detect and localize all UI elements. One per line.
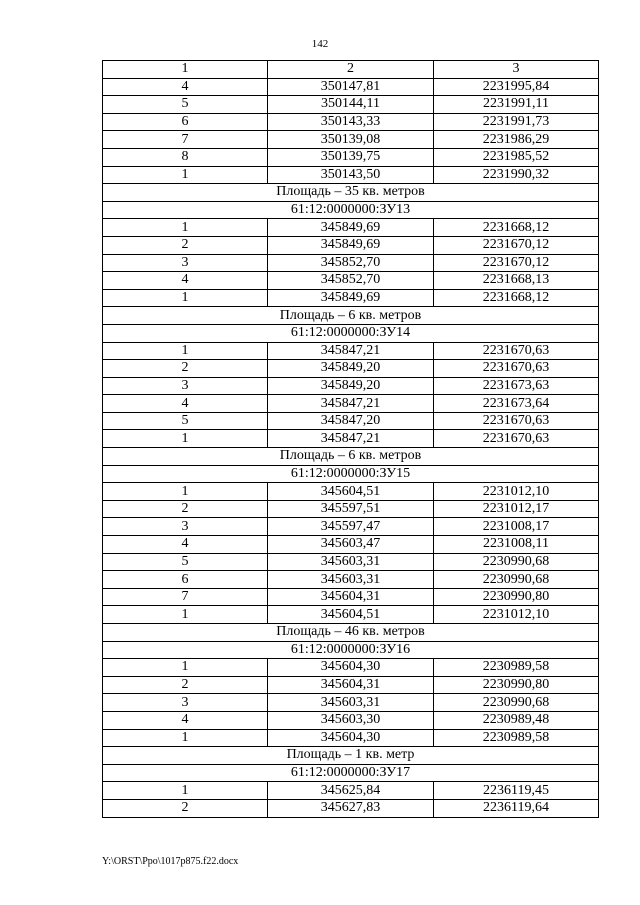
cell-y: 2230990,68	[434, 694, 599, 712]
cell-x: 345625,84	[268, 782, 434, 800]
table-row	[103, 113, 599, 131]
cell-x: 350143,50	[268, 166, 434, 184]
cell-y: 2231670,63	[434, 430, 599, 448]
table-row	[103, 729, 599, 747]
table-row	[103, 131, 599, 149]
table-row	[103, 782, 599, 800]
cell-point-number: 2	[103, 236, 268, 254]
table-row	[103, 219, 599, 237]
cell-point-number: 3	[103, 377, 268, 395]
cell-y: 2231986,29	[434, 131, 599, 149]
cell-x: 345847,21	[268, 395, 434, 413]
cell-y: 2231670,63	[434, 342, 599, 360]
parcel-row	[103, 764, 599, 782]
cell-y: 2230990,80	[434, 676, 599, 694]
table-row	[103, 289, 599, 307]
table-row	[103, 536, 599, 554]
cell-point-number: 1	[103, 483, 268, 501]
cell-x: 345604,30	[268, 729, 434, 747]
cell-y: 2236119,64	[434, 799, 599, 817]
table-row	[103, 342, 599, 360]
cell-y: 2231668,12	[434, 219, 599, 237]
area-row	[103, 448, 599, 466]
table-row	[103, 799, 599, 817]
coordinates-table	[102, 60, 599, 818]
cell-y: 2231995,84	[434, 78, 599, 96]
area-caption: Площадь – 6 кв. метров	[103, 307, 599, 325]
cell-x: 345847,21	[268, 430, 434, 448]
cell-y: 2230989,58	[434, 729, 599, 747]
page-number: 142	[311, 38, 329, 50]
area-row	[103, 184, 599, 202]
table-row	[103, 500, 599, 518]
cell-point-number: 7	[103, 588, 268, 606]
cell-y: 2231670,63	[434, 412, 599, 430]
cell-point-number: 2	[103, 360, 268, 378]
cell-y: 2231670,12	[434, 236, 599, 254]
table-row	[103, 96, 599, 114]
cell-y: 2231673,64	[434, 395, 599, 413]
table-row	[103, 659, 599, 677]
cell-y: 2231012,17	[434, 500, 599, 518]
cell-point-number: 1	[103, 430, 268, 448]
cell-x: 350139,08	[268, 131, 434, 149]
cell-y: 2231670,12	[434, 254, 599, 272]
cell-y: 2230990,80	[434, 588, 599, 606]
cell-point-number: 8	[103, 148, 268, 166]
cell-x: 350144,11	[268, 96, 434, 114]
cell-x: 345603,30	[268, 711, 434, 729]
cell-y: 2236119,45	[434, 782, 599, 800]
table-body	[103, 61, 599, 818]
cell-x: 345604,51	[268, 606, 434, 624]
table-row	[103, 518, 599, 536]
table-row	[103, 395, 599, 413]
cell-y: 2231991,11	[434, 96, 599, 114]
area-caption: Площадь – 1 кв. метр	[103, 747, 599, 765]
cell-y: 2231673,63	[434, 377, 599, 395]
cell-y: 2231985,52	[434, 148, 599, 166]
table-row	[103, 606, 599, 624]
cell-y: 2230989,48	[434, 711, 599, 729]
area-row	[103, 747, 599, 765]
table-row	[103, 676, 599, 694]
cell-point-number: 3	[103, 694, 268, 712]
cell-y: 2231012,10	[434, 483, 599, 501]
table-row	[103, 78, 599, 96]
cell-point-number: 3	[103, 254, 268, 272]
cell-point-number: 1	[103, 782, 268, 800]
cell-point-number: 5	[103, 96, 268, 114]
cell-point-number: 1	[103, 219, 268, 237]
cell-point-number: 3	[103, 518, 268, 536]
table-row	[103, 430, 599, 448]
cell-point-number: 1	[103, 342, 268, 360]
cell-point-number: 1	[103, 289, 268, 307]
cell-point-number: 6	[103, 113, 268, 131]
area-caption: Площадь – 6 кв. метров	[103, 448, 599, 466]
cell-point-number: 1	[103, 606, 268, 624]
cell-x: 345604,51	[268, 483, 434, 501]
cell-x: 345847,21	[268, 342, 434, 360]
cell-x: 350147,81	[268, 78, 434, 96]
cell-point-number: 5	[103, 553, 268, 571]
header-cell-y: 3	[434, 61, 599, 79]
cell-point-number: 4	[103, 78, 268, 96]
cell-y: 2230989,58	[434, 659, 599, 677]
cell-x: 345604,30	[268, 659, 434, 677]
parcel-row	[103, 641, 599, 659]
cell-x: 345849,20	[268, 360, 434, 378]
parcel-id: 61:12:0000000:ЗУ14	[103, 324, 599, 342]
cell-x: 350139,75	[268, 148, 434, 166]
cell-x: 345847,20	[268, 412, 434, 430]
cell-point-number: 6	[103, 571, 268, 589]
table-row	[103, 377, 599, 395]
parcel-id: 61:12:0000000:ЗУ15	[103, 465, 599, 483]
table-row	[103, 254, 599, 272]
cell-x: 345852,70	[268, 272, 434, 290]
table-row	[103, 553, 599, 571]
area-row	[103, 624, 599, 642]
table-row	[103, 236, 599, 254]
parcel-id: 61:12:0000000:ЗУ16	[103, 641, 599, 659]
header-cell-x: 2	[268, 61, 434, 79]
table-row	[103, 272, 599, 290]
cell-x: 345603,31	[268, 571, 434, 589]
table-row	[103, 360, 599, 378]
cell-y: 2231668,12	[434, 289, 599, 307]
area-caption: Площадь – 46 кв. метров	[103, 624, 599, 642]
parcel-row	[103, 201, 599, 219]
cell-x: 345604,31	[268, 588, 434, 606]
parcel-row	[103, 465, 599, 483]
cell-x: 345849,69	[268, 289, 434, 307]
cell-x: 345603,31	[268, 553, 434, 571]
cell-point-number: 4	[103, 711, 268, 729]
table-row	[103, 588, 599, 606]
cell-point-number: 4	[103, 395, 268, 413]
cell-x: 345627,83	[268, 799, 434, 817]
table-row	[103, 694, 599, 712]
parcel-row	[103, 324, 599, 342]
cell-point-number: 2	[103, 799, 268, 817]
cell-point-number: 5	[103, 412, 268, 430]
cell-y: 2231008,11	[434, 536, 599, 554]
cell-y: 2231008,17	[434, 518, 599, 536]
cell-y: 2231990,32	[434, 166, 599, 184]
table-row	[103, 711, 599, 729]
cell-x: 345604,31	[268, 676, 434, 694]
cell-x: 345603,31	[268, 694, 434, 712]
table-row	[103, 412, 599, 430]
cell-point-number: 4	[103, 272, 268, 290]
cell-point-number: 2	[103, 676, 268, 694]
parcel-id: 61:12:0000000:ЗУ13	[103, 201, 599, 219]
cell-point-number: 7	[103, 131, 268, 149]
table-header-row	[103, 61, 599, 79]
cell-y: 2231012,10	[434, 606, 599, 624]
table-row	[103, 166, 599, 184]
cell-y: 2230990,68	[434, 571, 599, 589]
cell-y: 2231991,73	[434, 113, 599, 131]
cell-point-number: 1	[103, 166, 268, 184]
cell-point-number: 1	[103, 729, 268, 747]
cell-point-number: 4	[103, 536, 268, 554]
cell-x: 345849,69	[268, 236, 434, 254]
cell-x: 345852,70	[268, 254, 434, 272]
cell-point-number: 2	[103, 500, 268, 518]
table-row	[103, 571, 599, 589]
cell-x: 345597,51	[268, 500, 434, 518]
cell-x: 345849,69	[268, 219, 434, 237]
cell-x: 345603,47	[268, 536, 434, 554]
cell-y: 2231668,13	[434, 272, 599, 290]
table-row	[103, 483, 599, 501]
cell-y: 2230990,68	[434, 553, 599, 571]
table-row	[103, 148, 599, 166]
area-caption: Площадь – 35 кв. метров	[103, 184, 599, 202]
footer-file-path: Y:\ORST\Ppo\1017p875.f22.docx	[102, 856, 239, 867]
parcel-id: 61:12:0000000:ЗУ17	[103, 764, 599, 782]
cell-x: 345849,20	[268, 377, 434, 395]
cell-y: 2231670,63	[434, 360, 599, 378]
cell-point-number: 1	[103, 659, 268, 677]
cell-x: 345597,47	[268, 518, 434, 536]
cell-x: 350143,33	[268, 113, 434, 131]
header-cell-point-number: 1	[103, 61, 268, 79]
area-row	[103, 307, 599, 325]
